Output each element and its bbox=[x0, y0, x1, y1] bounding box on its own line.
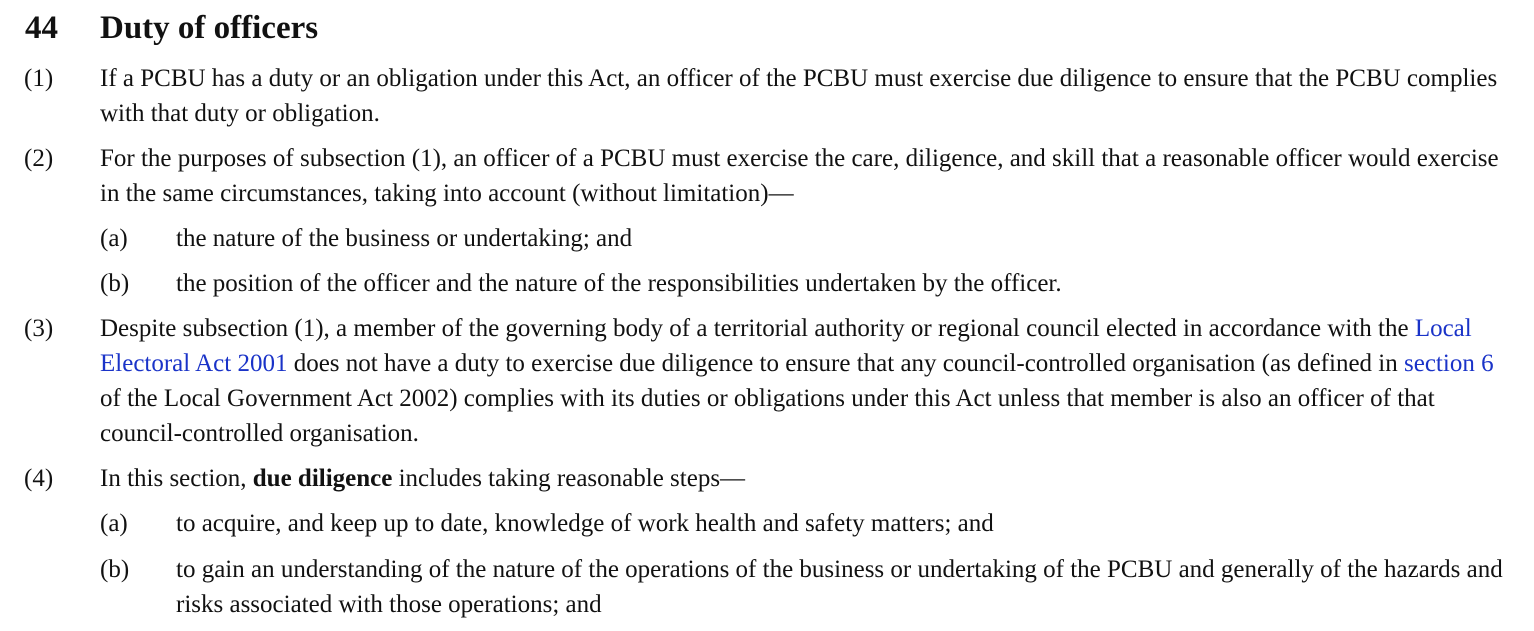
defined-term: due diligence bbox=[252, 465, 393, 492]
subsection-text bbox=[100, 461, 1512, 496]
subsection-label: (3) bbox=[24, 315, 54, 342]
paragraph-text: to gain an understanding of the nature of the operations of the business or undertaking of the PCBU and generally of the hazards and risks associated with those operations; and bbox=[176, 556, 1503, 618]
text-run: does not have a duty to exercise due diligence to ensure that any council-controlled organisation (as defined in bbox=[287, 350, 1404, 377]
local-electoral-act-link[interactable]: Local Electoral Act 2001 bbox=[100, 315, 1472, 377]
paragraph-label: (a) bbox=[100, 510, 128, 537]
subsection-text bbox=[100, 311, 1512, 451]
subsection-text: For the purposes of subsection (1), an officer of a PCBU must exercise the care, diligence, and skill that a reasonable officer would exercise in the same circumstances, taking into account (without limitation)— bbox=[100, 145, 1499, 207]
text-run: Despite subsection (1), a member of the governing body of a territorial authority or regional council elected in accordance with the bbox=[100, 315, 1415, 342]
subsection-text: If a PCBU has a duty or an obligation under this Act, an officer of the PCBU must exercise due diligence to ensure that the PCBU complies with that duty or obligation. bbox=[100, 65, 1498, 127]
paragraph-text: to acquire, and keep up to date, knowledge of work health and safety matters; and bbox=[176, 510, 994, 537]
paragraph-label: (b) bbox=[100, 556, 130, 583]
section-title: Duty of officers bbox=[100, 10, 319, 46]
section-number: 44 bbox=[25, 10, 58, 46]
text-run: includes taking reasonable steps— bbox=[392, 465, 746, 492]
paragraph-label: (b) bbox=[100, 270, 130, 297]
paragraph-label: (a) bbox=[100, 225, 128, 252]
text-run: of the Local Government Act 2002) complies with its duties or obligations under this Act unless that member is also an officer of that council-controlled organisation. bbox=[100, 385, 1435, 447]
paragraph-text: the nature of the business or undertaking; and bbox=[176, 225, 633, 252]
subsection-label: (4) bbox=[24, 465, 54, 492]
paragraph-text: the position of the officer and the nature of the responsibilities undertaken by the officer. bbox=[176, 270, 1062, 297]
section-6-link[interactable]: section 6 bbox=[1404, 350, 1494, 377]
subsection-label: (1) bbox=[24, 65, 54, 92]
subsection-label: (2) bbox=[24, 145, 54, 172]
text-run: In this section, bbox=[100, 465, 253, 492]
